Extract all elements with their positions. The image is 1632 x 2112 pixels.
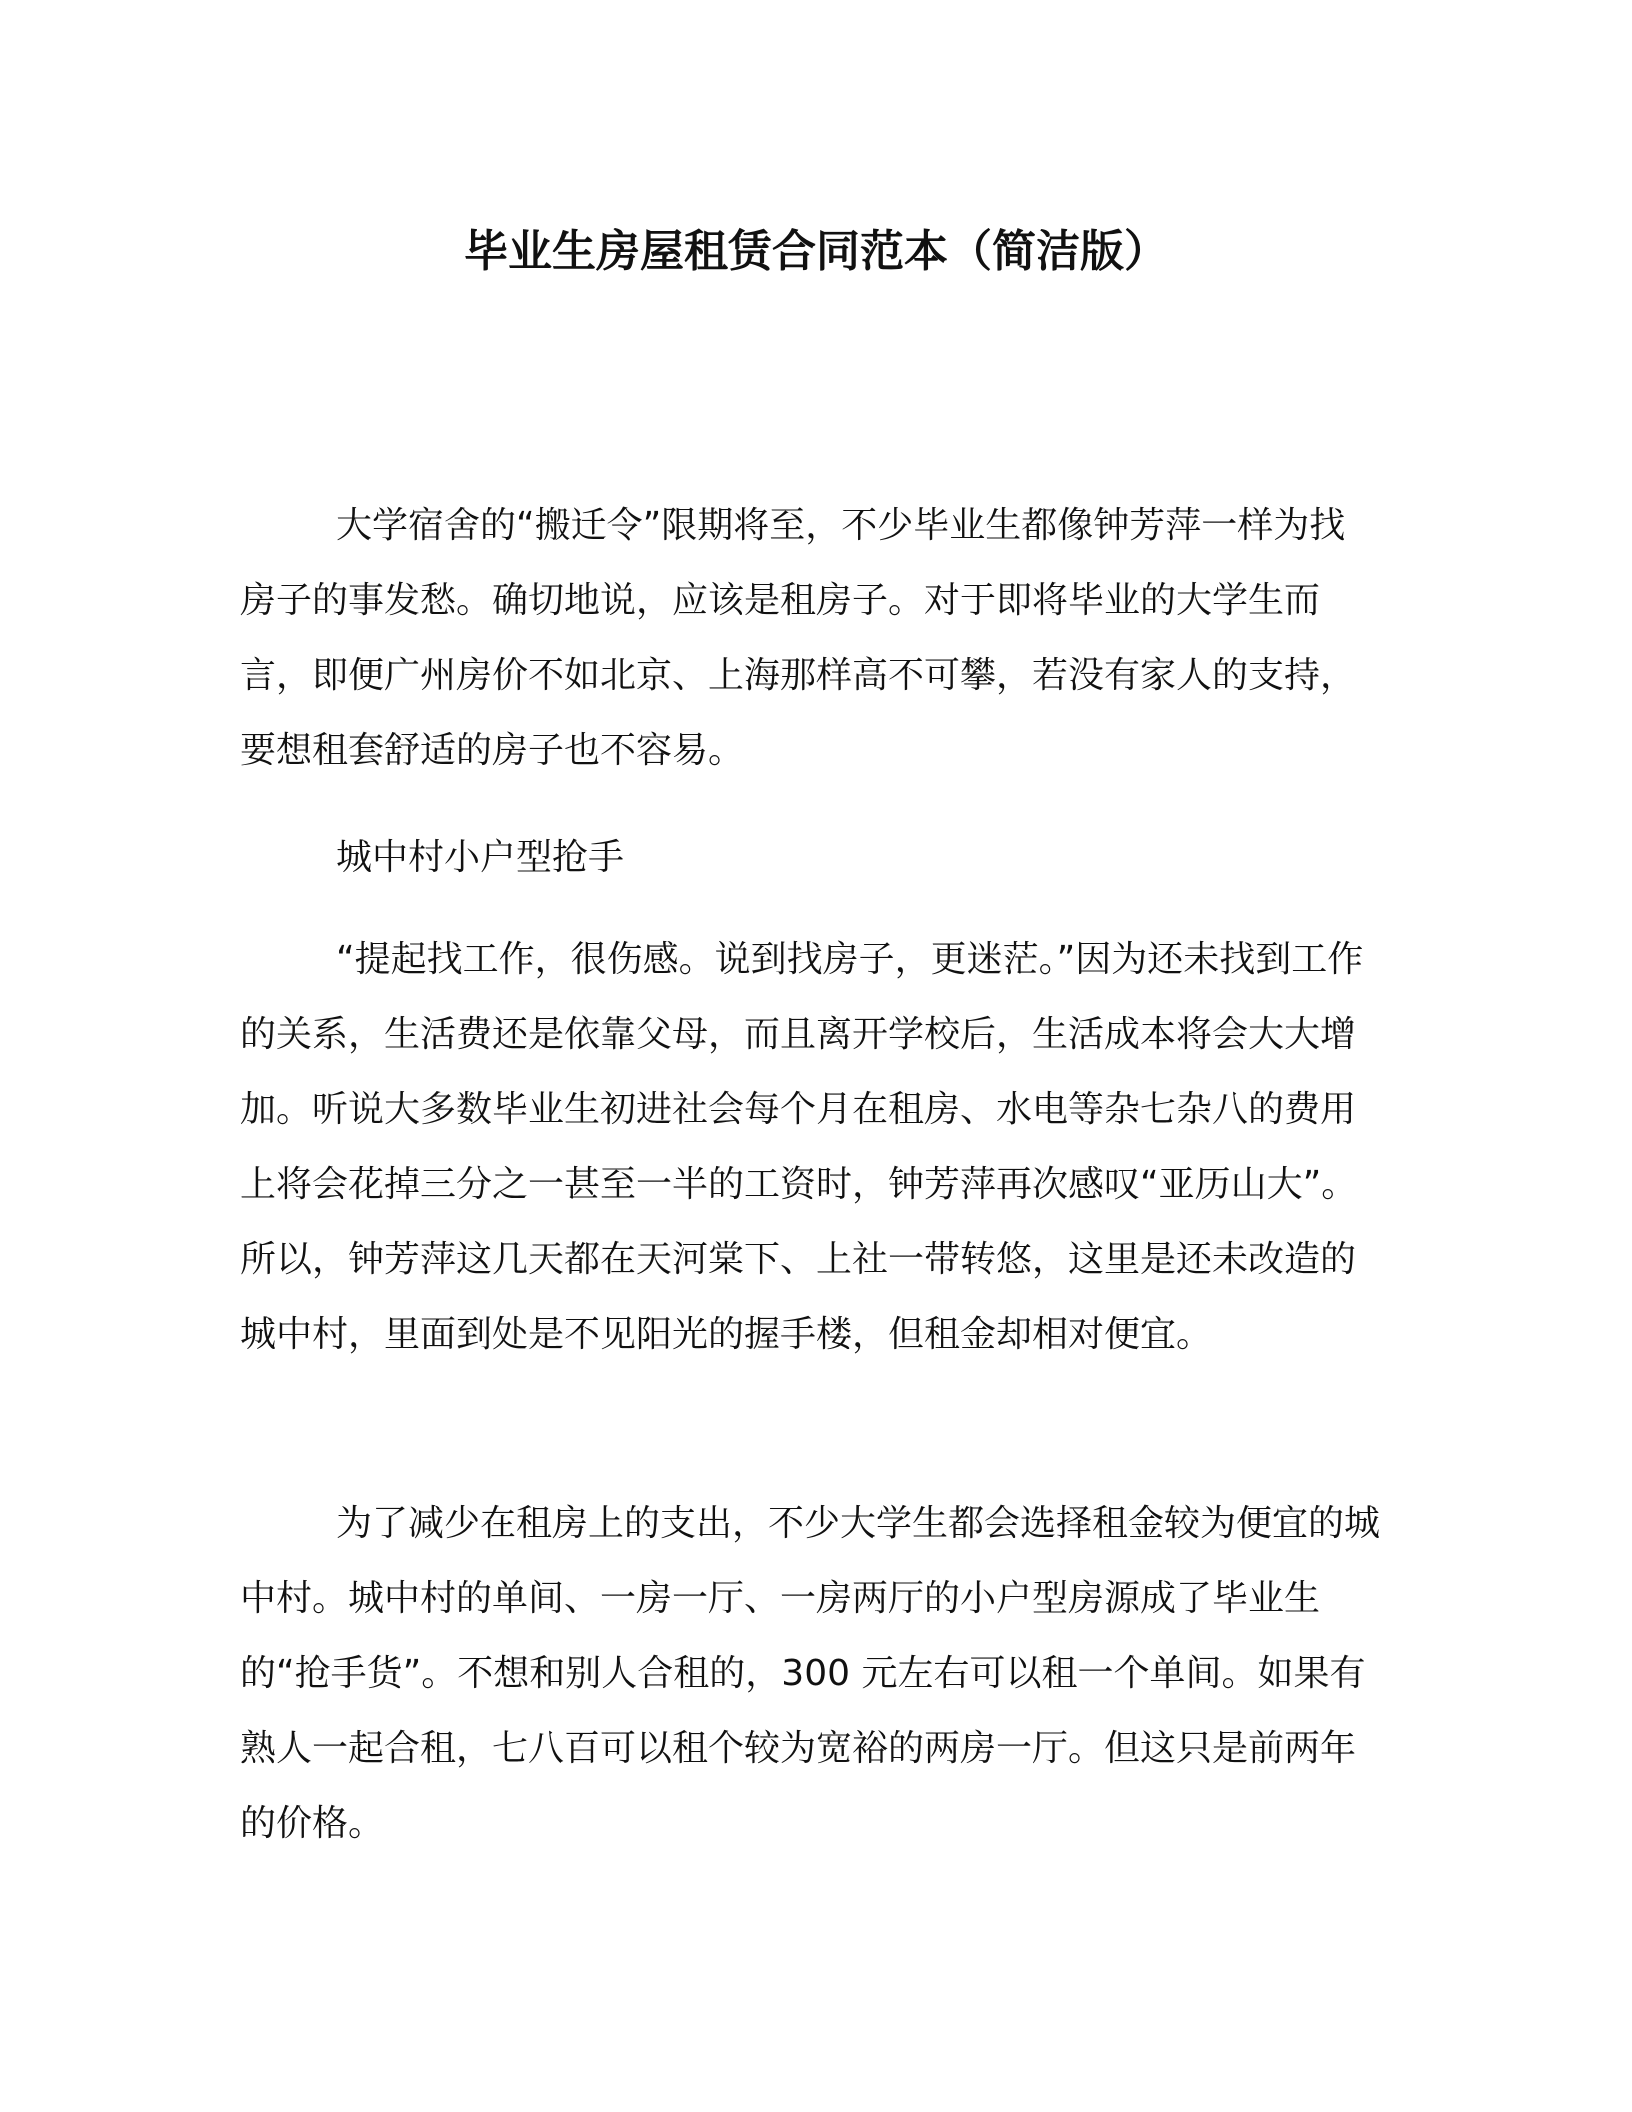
paragraph-rent: 为了减少在租房上的支出，不少大学生都会选择租金较为便宜的城中村。城中村的单间、一房一厅、一房两厅的小户型房源成了毕业生的“抢手货”。不想和别人合租的，300 元左右可以租一个单间。如果有熟人一起合租，七八百可以租个较为宽裕的两房一厅。但这只是前两年的价格。	[240, 1503, 1381, 1844]
section-heading: 城中村小户型抢手	[336, 837, 625, 878]
paragraph-quote: “提起找工作，很伤感。说到找房子，更迷茫。”因为还未找到工作的关系，生活费还是依靠父母，而且离开学校后，生活成本将会大大增加。听说大多数毕业生初进社会每个月在租房、水电等杂七杂八的费用上将会花掉三分之一甚至一半的工资时，钟芳萍再次感叹“亚历山大”。所以，钟芳萍这几天都在天河棠下、上社一带转悠，这里是还未改造的城中村，里面到处是不见阳光的握手楼，但租金却相对便宜。	[240, 939, 1364, 1355]
paragraph-intro: 大学宿舍的“搬迁令”限期将至，不少毕业生都像钟芳萍一样为找房子的事发愁。确切地说，应该是租房子。对于即将毕业的大学生而言，即便广州房价不如北京、上海那样高不可攀，若没有家人的支持，要想租套舒适的房子也不容易。	[240, 505, 1357, 771]
document-title: 毕业生房屋租赁合同范本（简洁版）	[464, 226, 1168, 277]
